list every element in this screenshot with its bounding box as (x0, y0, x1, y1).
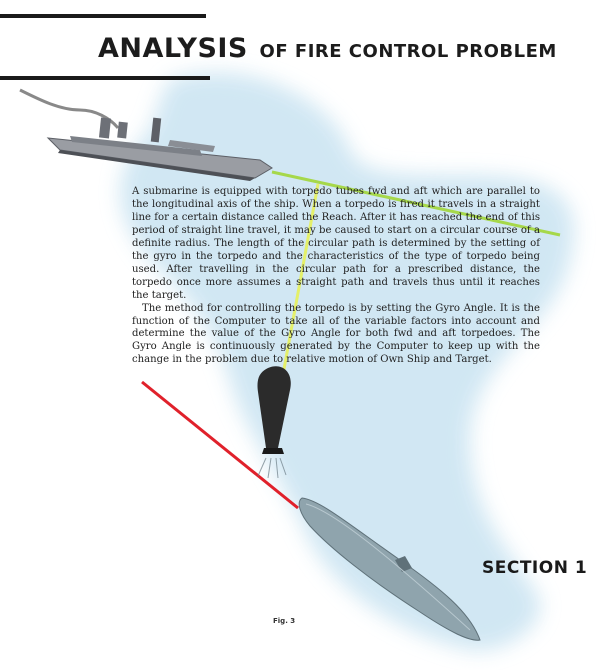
section-label: SECTION 1 (482, 558, 588, 578)
page-title (98, 30, 557, 62)
top-rule (0, 14, 206, 18)
bottom-rule (0, 76, 210, 80)
paragraph-2: The method for controlling the torpedo is by setting the Gyro Angle. It is the function of the Computer to take all of the variable factors into account and determine the value of the Gyro Angle for both fwd and aft torpedoes. The Gyro Angle is continuously generated by the Computer to keep up with the change in the problem due to relative motion of Own Ship and Target. (132, 302, 540, 366)
title-sub: OF FIRE CONTROL PROBLEM (259, 41, 557, 62)
figure-label: Fig. 3 (273, 617, 296, 625)
title-main: ANALYSIS (98, 33, 248, 64)
body-text (132, 186, 540, 367)
paragraph-1: A submarine is equipped with torpedo tubes fwd and aft which are parallel to the longitudinal axis of the ship. When a torpedo is fired it travels in a straight line for a certain distance called the Reach. After it has reached the end of this period of straight line travel, it may be caused to start on a circular course of a definite radius. The length of the circular path is determined by the setting of the gyro in the torpedo and the characteristics of the type of torpedo being used. After travelling in the circular path for a prescribed distance, the torpedo once more assumes a straight path and travels thus until it reaches the target. (132, 186, 540, 301)
